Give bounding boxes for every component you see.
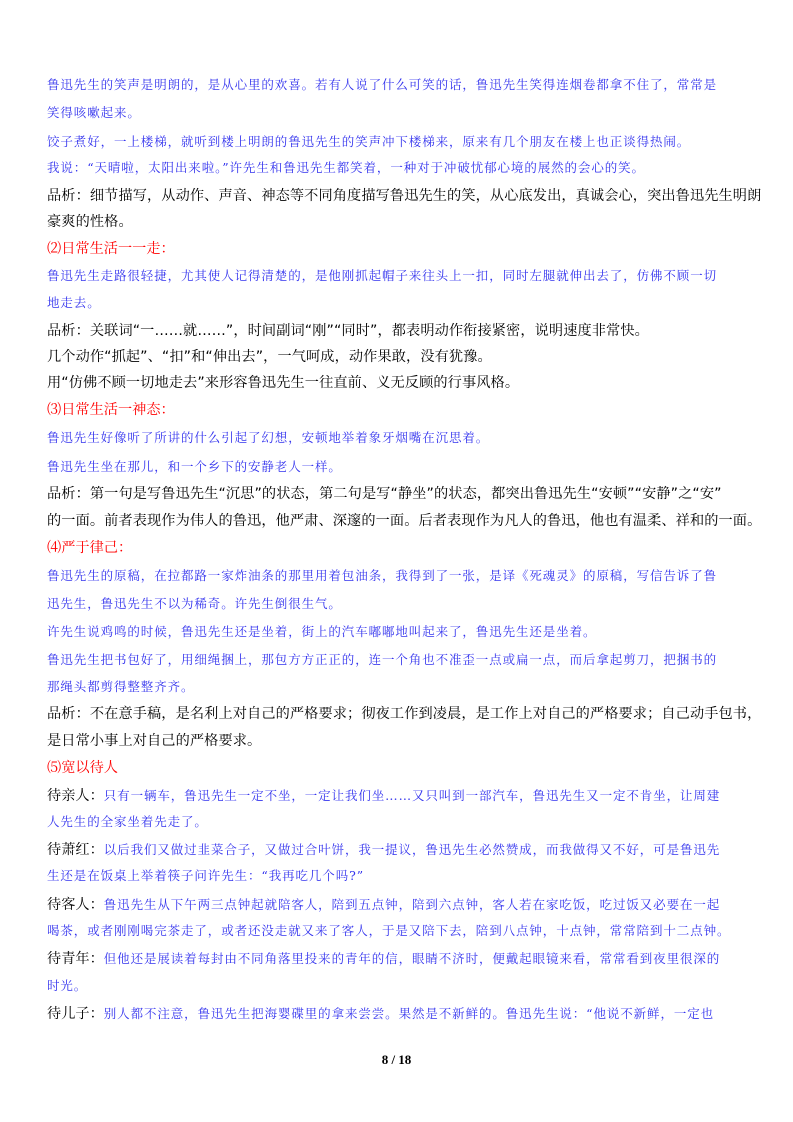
section-heading: ⑷严于律己： [47,540,133,556]
page-number: 8 / 18 [381,1052,412,1067]
quote-label: 待青年： [47,951,104,967]
quote-line: 鲁迅先生的原稿，在拉都路一家炸油条的那里用着包油条，我得到了一张，是译《死魂灵》的原稿，写信告诉了鲁 [47,568,718,583]
quote-line: 时光。 [47,978,88,993]
analysis-line: 用“仿佛不顾一切地走去”来形容鲁迅先生一往直前、义无反顾的行事风格。 [47,375,520,391]
quote-line: 许先生说鸡鸣的时候，鲁迅先生还是坐着，街上的汽车嘟嘟地叫起来了，鲁迅先生还是坐着。 [47,624,597,639]
analysis-line: 品析：细节描写，从动作、声音、神态等不同角度描写鲁迅先生的笑，从心底发出，真诚会心，突出鲁迅先生明朗 [47,188,762,204]
analysis-line: 品析：不在意手稿，是名利上对自己的严格要求；彻夜工作到凌晨，是工作上对自己的严格要求；自己动手包书， [47,706,762,722]
quote-line: 地走去。 [47,295,101,310]
quote-line: 笑得咳嗽起来。 [47,105,141,120]
quote-line: 我说：“天晴啦，太阳出来啦。”许先生和鲁迅先生都笑着，一种对于冲破忧郁心境的展然的会心的笑。 [47,160,645,175]
quote-line: 鲁迅先生好像听了所讲的什么引起了幻想，安顿地举着象牙烟嘴在沉思着。 [47,430,490,445]
quote-label: 待儿子： [47,1006,104,1022]
quote-line: 那绳头都剪得整整齐齐。 [47,679,195,694]
quote-line: 鲁迅先生走路很轻捷，尤其使人记得清楚的，是他刚抓起帽子来往头上一扣，同时左腿就伸出去了，仿佛不顾一切 [47,268,718,283]
labeled-quote-line [47,897,720,913]
quote-line: 饺子煮好，一上楼梯，就听到楼上明朗的鲁迅先生的笑声冲下楼梯来，原来有几个朋友在楼上也正谈得热闹。 [47,134,691,149]
analysis-line: 品析：第一句是写鲁迅先生“沉思”的状态，第二句是写“静坐”的状态，都突出鲁迅先生“安顿”“安静”之“安” [47,486,722,502]
analysis-line: 几个动作“抓起”、“扣”和“伸出去”，一气呵成，动作果敢，没有犹豫。 [47,349,492,365]
quote-text: 别人都不注意，鲁迅先生把海婴碟里的拿来尝尝。果然是不新鲜的。鲁迅先生说：“他说不新鲜，一定也 [103,1006,715,1021]
quote-label: 待萧红： [47,842,104,858]
quote-text: 鲁迅先生从下午两三点钟起就陪客人，陪到五点钟，陪到六点钟，客人若在家吃饭，吃过饭又必要在一起 [103,897,721,912]
quote-text: 以后我们又做过韭菜合子，又做过合叶饼，我一提议，鲁迅先生必然赞成，而我做得又不好，可是鲁迅先 [103,842,721,857]
quote-text: 只有一辆车，鲁迅先生一定不坐，一定让我们坐……又只叫到一部汽车，鲁迅先生又一定不肯坐，让周建 [103,788,721,803]
labeled-quote-line [47,951,720,967]
analysis-line: 是日常小事上对自己的严格要求。 [47,733,262,749]
section-heading: ⑸宽以待人 [47,760,118,776]
quote-line: 生还是在饭桌上举着筷子问许先生：“我再吃几个吗?” [47,868,364,883]
analysis-line: 的一面。前者表现作为伟人的鲁迅，他严肃、深邃的一面。后者表现作为凡人的鲁迅，他也有温柔、祥和的一面。 [47,513,762,529]
section-heading: ⑶日常生活一神态： [47,402,175,418]
labeled-quote-line [47,842,720,858]
quote-label: 待亲人： [47,788,104,804]
section-heading: ⑵日常生活一一走： [47,241,175,257]
quote-label: 待客人： [47,897,104,913]
quote-text: 但他还是展读着每封由不同角落里投来的青年的信，眼睛不济时，便戴起眼镜来看，常常看到夜里很深的 [103,951,721,966]
quote-line: 鲁迅先生坐在那儿，和一个乡下的安静老人一样。 [47,459,342,474]
analysis-line: 豪爽的性格。 [47,214,133,230]
labeled-quote-line [47,788,720,804]
quote-line: 喝茶，或者刚刚喝完茶走了，或者还没走就又来了客人，于是又陪下去，陪到八点钟，十点钟，常常陪到十二点钟。 [47,923,731,938]
quote-line: 迅先生，鲁迅先生不以为稀奇。许先生倒很生气。 [47,596,342,611]
analysis-line: 品析：关联词“一……就……”，时间副词“刚”“同时”，都表明动作衔接紧密，说明速度非常快。 [47,323,649,339]
labeled-quote-line [47,1006,714,1022]
quote-line: 人先生的全家坐着先走了。 [47,814,208,829]
quote-line: 鲁迅先生把书包好了，用细绳捆上，那包方方正正的，连一个角也不准歪一点或扁一点，而后拿起剪刀，把捆书的 [47,652,718,667]
quote-line: 鲁迅先生的笑声是明朗的，是从心里的欢喜。若有人说了什么可笑的话，鲁迅先生笑得连烟卷都拿不住了，常常是 [47,77,718,92]
